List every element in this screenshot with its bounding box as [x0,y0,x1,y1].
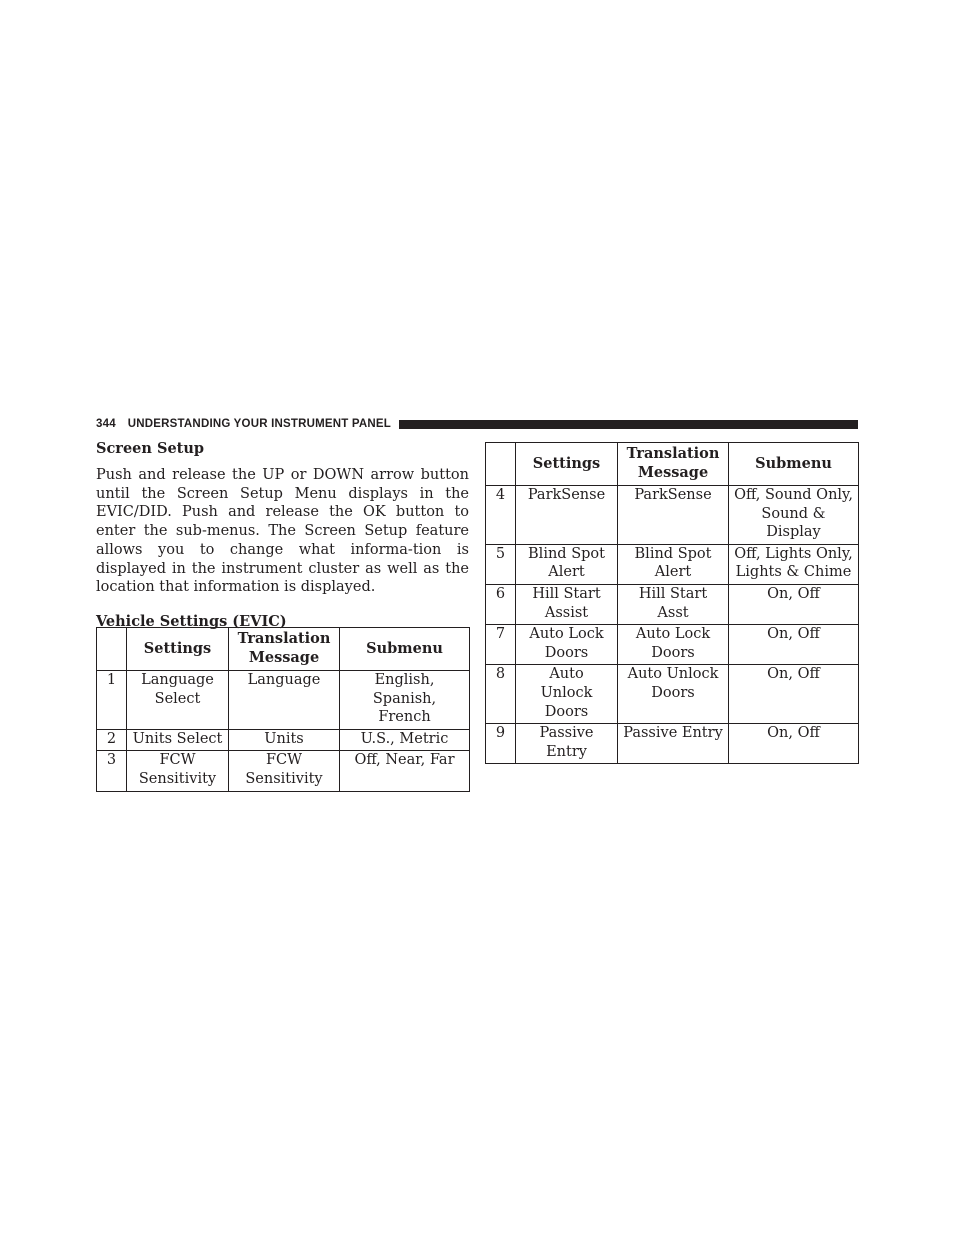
cell-translation [618,724,729,764]
cell-line: Doors [544,644,589,661]
cell-translation [229,751,340,791]
cell-submenu [340,671,470,730]
table-row [97,729,470,751]
cell-submenu [340,729,470,751]
cell-line: Blind Spot [634,545,712,562]
cell-translation [618,625,729,665]
cell-line: French [378,709,431,726]
cell-line: Unlock [540,684,593,701]
header-translation [229,628,340,671]
table-row [97,751,470,791]
row-number: 5 [486,544,516,584]
cell-line: English, Spanish, [372,672,437,707]
cell-settings [516,544,618,584]
page-number: 344 [96,418,116,430]
cell-line: On, Off [767,725,820,742]
paragraph-line: and release the OK button to enter the sub-menus. The [96,504,469,540]
cell-line: On, Off [767,666,820,683]
cell-line: Sensitivity [245,770,323,787]
table-row [486,584,859,624]
row-number: 4 [486,486,516,545]
cell-line: Units [264,730,304,747]
cell-submenu [729,544,859,584]
cell-translation [618,544,729,584]
header-translation-line: Translation [626,445,720,463]
settings-table-left-wrapper [96,627,469,792]
paragraph-line: the Screen Setup Menu displays in the EVIC/DID. Push [96,485,469,521]
row-number: 9 [486,724,516,764]
settings-table-left [96,627,470,792]
cell-line: Blind Spot [528,545,605,562]
cell-submenu [340,751,470,791]
header-number [97,628,127,671]
cell-submenu [729,724,859,764]
paragraph-line: location that information is displayed. [96,579,376,596]
cell-settings [516,665,618,724]
cell-line: Units Select [132,730,223,747]
row-number: 2 [97,729,127,751]
header-translation [618,443,729,486]
cell-settings [516,486,618,545]
cell-translation [618,665,729,724]
paragraph-line: tion is displayed in the instrument cluster as well as the [96,541,469,577]
header-translation-line: Message [248,649,320,666]
settings-table-right [485,442,859,764]
cell-line: Off, Lights Only, [734,545,853,562]
table-header-row [486,443,859,486]
row-number: 6 [486,584,516,624]
cell-settings [516,584,618,624]
left-column [96,436,469,633]
cell-line: Passive Entry [623,725,723,742]
cell-line: Language [247,672,321,688]
header-submenu: Submenu [340,628,470,671]
cell-line: Auto Unlock [627,666,719,683]
cell-line: Doors [651,644,695,661]
cell-line: Sensitivity [138,770,217,787]
cell-settings [516,724,618,764]
cell-line: Doors [544,703,589,720]
cell-line: Auto [549,666,584,683]
cell-line: Assist [544,604,589,621]
vehicle-settings-heading: Vehicle Settings (EVIC) [96,612,287,630]
table-body [97,671,470,792]
cell-line: ParkSense [527,487,606,503]
header-rule [399,420,858,429]
cell-submenu [729,665,859,724]
cell-submenu [729,625,859,665]
table-row [486,544,859,584]
cell-line: On, Off [767,626,820,643]
table-row [97,671,470,730]
cell-line: Language [141,672,214,688]
screen-setup-heading: Screen Setup [96,440,205,457]
section-title: UNDERSTANDING YOUR INSTRUMENT PANEL [127,418,391,430]
cell-line: U.S., Metric [360,730,449,747]
cell-line: Doors [651,684,695,701]
table-row [486,625,859,665]
cell-translation [229,729,340,751]
cell-translation [618,584,729,624]
paragraph-line: Screen Setup feature allows you to change what informa- [96,523,470,558]
cell-settings [127,729,229,751]
table-row [486,665,859,724]
cell-line: Alert [548,564,585,581]
cell-line: Hill Start [532,585,601,602]
cell-settings [127,671,229,730]
table-header-row [97,628,470,671]
cell-line: Entry [546,743,587,760]
cell-line: Passive [539,725,594,742]
header-settings: Settings [127,628,229,671]
cell-translation [229,671,340,730]
header-settings: Settings [516,443,618,486]
cell-line: Select [154,690,201,707]
cell-line: Off, Sound Only, [734,487,853,503]
table-row [486,724,859,764]
row-number: 8 [486,665,516,724]
cell-line: Lights & Chime [735,564,852,581]
header-number [486,443,516,486]
cell-line: Hill Start [638,585,708,602]
screen-setup-paragraph [96,466,469,597]
row-number: 1 [97,671,127,730]
table-body [486,486,859,764]
cell-line: Auto Lock [635,626,711,643]
cell-line: On, Off [767,585,820,602]
cell-settings [127,751,229,791]
page-header [96,416,858,433]
cell-line: Asst [657,604,689,621]
cell-line: Sound & Display [761,505,826,541]
cell-submenu [729,486,859,545]
header-translation-line: Translation [237,630,331,648]
paragraph-line: Push and release the UP or DOWN arrow button until [96,467,469,502]
table-row [486,486,859,545]
cell-line: Alert [654,564,692,581]
cell-line: FCW [159,752,196,769]
cell-submenu [729,584,859,624]
cell-translation [618,486,729,545]
row-number: 7 [486,625,516,665]
settings-table-right-wrapper [485,442,858,764]
cell-line: FCW [265,752,303,769]
row-number: 3 [97,751,127,791]
header-submenu: Submenu [729,443,859,486]
header-translation-line: Message [637,464,709,481]
cell-line: Off, Near, Far [354,752,455,769]
cell-settings [516,625,618,665]
cell-line: Auto Lock [529,626,604,643]
cell-line: ParkSense [634,487,712,503]
